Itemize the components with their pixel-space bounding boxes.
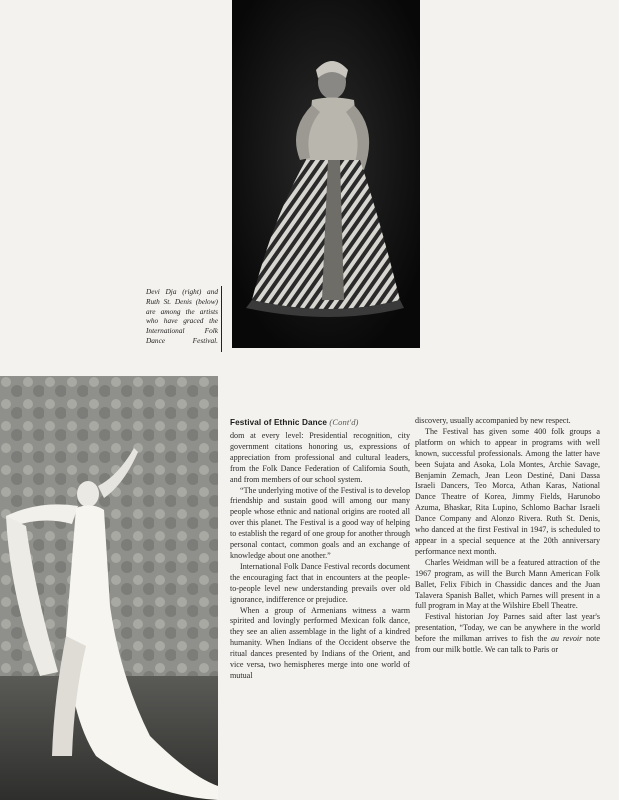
paragraph (415, 612, 600, 656)
article-title-suffix: (Cont'd) (329, 417, 359, 427)
paragraph: International Folk Dance Festival records document the encouraging fact that in encounters at the people-to-people level new understanding prevails over old ignorance, indifference or prejudice. (230, 561, 410, 604)
paragraph: dom at every level: Presidential recognition, city government citations honoring us, expressions of appreciation from professional and cultural leaders, from the Folk Dance Federation of California South, and from members of our school system. (230, 431, 410, 484)
paragraph: When a group of Armenians witness a warm spirited and lovingly performed Mexican folk dance, they see an alien assemblage in the light of a kindred humanity. When Indians of the Occident observe the ritual dances presented by Indians of the Orient, and vice versa, two hemispheres merge into one world of mutual (230, 605, 410, 680)
paragraph-text: Festival historian Joy Parnes said after last year's presentation, “Today, we can be anywhere in the world before the milkman arrives to fish the (415, 612, 600, 644)
article-column-1 (230, 431, 410, 682)
paragraph: The Festival has given some 400 folk groups a platform on which to appear in programs with well known, successful professionals. Among the latter have been Sujata and Asoka, Lola Montes, Archie Savage, Benjamin Zemach, Jean Leon Destiné, Dani Dassa Israeli Dancers, Teo Morca, Athan Karas, National Dance Theatre of Korea, Jimmy Fields, Harunobo Azuma, Bhaskar, Rita Lupino, Schlomo Bachar Israeli Dance Company and Alonzo Rivera. Ruth St. Denis, who danced at the first Festival in 1947, is scheduled to appear in a special sequence at the 20th anniversary performance next month. (415, 426, 600, 556)
article-column-2 (415, 416, 600, 656)
photo-caption: Devi Dja (right) and Ruth St. Denis (below) are among the artists who have graced the International Folk Dance Festival. (146, 287, 218, 345)
paragraph: “The underlying motive of the Festival is to develop friendship and sustain good will among our many people whose ethnic and national origins are rooted all over this planet. The Festival is a good way of helping to establish the regard of one group for another through personal contact, common goals and an exchange of knowledge about one another.” (230, 485, 410, 560)
italic-phrase: au revoir (550, 634, 583, 644)
article-title: Festival of Ethnic Dance (230, 418, 328, 427)
paragraph-text: note from our milk bottle. We can talk to Paris or (415, 634, 600, 655)
paragraph: Charles Weidman will be a featured attraction of the 1967 program, as will the Burch Mann American Folk Ballet, Felix Fibich in Chassidic dances and the Juan Talavera Spanish Ballet, which Parnes will present in a full program in May at the Wilshire Ebell Theatre. (415, 557, 600, 611)
photo-dancer-drapery (0, 376, 218, 800)
caption-divider (221, 286, 222, 352)
article-heading (230, 417, 410, 427)
paragraph: discovery, usually accompanied by new respect. (415, 416, 571, 425)
photo-dancer-seated (232, 0, 420, 348)
